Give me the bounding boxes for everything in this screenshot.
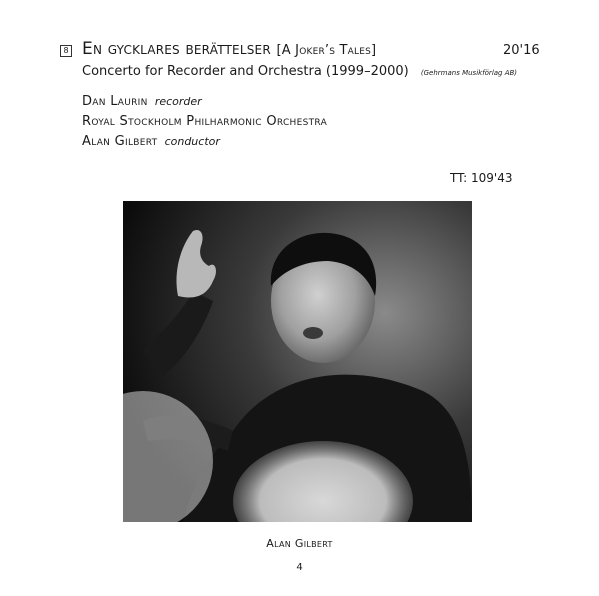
work-duration: 20'16	[503, 43, 540, 58]
performer-2	[82, 114, 327, 129]
work-title-translation: [A Joker’s Tales]	[276, 43, 377, 58]
performer-name: Alan Gilbert	[82, 134, 158, 149]
performer-role: conductor	[164, 135, 220, 148]
track-number-box: 8	[60, 45, 72, 57]
work-subtitle	[82, 64, 517, 79]
work-title	[82, 39, 376, 59]
conductor-photo	[123, 201, 472, 522]
publisher: (Gehrmans Musikförlag AB)	[420, 69, 518, 77]
performer-role: recorder	[154, 95, 202, 108]
performer-name: Dan Laurin	[82, 94, 148, 109]
page-number: 4	[296, 562, 303, 573]
conductor-photo-illustration	[123, 201, 472, 522]
work-title-text: En gycklares berättelser	[82, 39, 271, 59]
performer-1	[82, 94, 202, 109]
performer-name: Royal Stockholm Philharmonic Orchestra	[82, 114, 328, 129]
work-subtitle-text: Concerto for Recorder and Orchestra (1999–2000)	[82, 64, 409, 79]
total-time: TT: 109'43	[450, 171, 513, 185]
photo-caption: Alan Gilbert	[266, 537, 333, 550]
performer-3	[82, 134, 220, 149]
